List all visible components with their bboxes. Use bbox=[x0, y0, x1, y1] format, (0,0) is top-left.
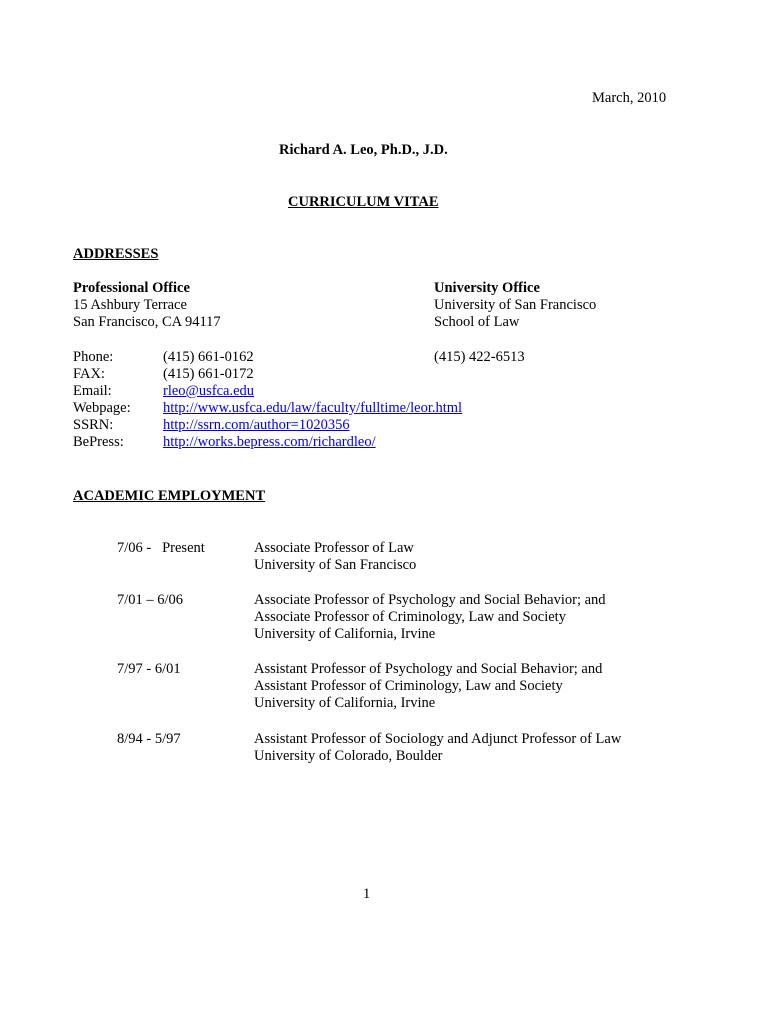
employment-dates-1: 7/06 - Present bbox=[117, 540, 205, 556]
phone-label: Phone: bbox=[73, 349, 114, 365]
university-office-phone: (415) 422-6513 bbox=[434, 349, 525, 365]
employment-line: Assistant Professor of Sociology and Adjunct Professor of Law bbox=[254, 731, 622, 747]
employment-line: University of San Francisco bbox=[254, 557, 417, 573]
employment-heading: ACADEMIC EMPLOYMENT bbox=[73, 488, 266, 504]
ssrn-link[interactable]: http://ssrn.com/author=1020356 bbox=[163, 417, 350, 433]
university-office-block bbox=[434, 280, 596, 331]
employment-dates-3: 7/97 - 6/01 bbox=[117, 661, 181, 677]
email-label: Email: bbox=[73, 383, 112, 399]
employment-line: Associate Professor of Law bbox=[254, 540, 414, 556]
employment-line: University of California, Irvine bbox=[254, 626, 436, 642]
phone-value: (415) 661-0162 bbox=[163, 349, 254, 365]
document-title: CURRICULUM VITAE bbox=[288, 194, 439, 210]
professional-office-city: San Francisco, CA 94117 bbox=[73, 314, 221, 330]
employment-line: Assistant Professor of Criminology, Law and Society bbox=[254, 678, 563, 694]
employment-line: Associate Professor of Criminology, Law and Society bbox=[254, 609, 566, 625]
contact-values bbox=[163, 349, 462, 451]
professional-office-title: Professional Office bbox=[73, 280, 190, 296]
email-link[interactable]: rleo@usfca.edu bbox=[163, 383, 255, 399]
document-date: March, 2010 bbox=[592, 90, 667, 106]
employment-line: Associate Professor of Psychology and Social Behavior; and bbox=[254, 592, 606, 608]
author-name: Richard A. Leo, Ph.D., J.D. bbox=[279, 142, 448, 158]
employment-dates-2: 7/01 – 6/06 bbox=[117, 592, 184, 608]
university-office-school: School of Law bbox=[434, 314, 520, 330]
fax-value: (415) 661-0172 bbox=[163, 366, 254, 382]
addresses-heading: ADDRESSES bbox=[73, 246, 159, 262]
fax-label: FAX: bbox=[73, 366, 105, 382]
professional-office-street: 15 Ashbury Terrace bbox=[73, 297, 187, 313]
employment-entry-1 bbox=[254, 540, 416, 574]
ssrn-label: SSRN: bbox=[73, 417, 114, 433]
university-office-name: University of San Francisco bbox=[434, 297, 597, 313]
bepress-label: BePress: bbox=[73, 434, 124, 450]
contact-labels bbox=[73, 349, 131, 451]
employment-line: University of California, Irvine bbox=[254, 695, 436, 711]
page-number: 1 bbox=[363, 886, 371, 902]
university-office-title: University Office bbox=[434, 280, 540, 296]
professional-office-block bbox=[73, 280, 221, 331]
employment-line: Assistant Professor of Psychology and Social Behavior; and bbox=[254, 661, 603, 677]
employment-dates-4: 8/94 - 5/97 bbox=[117, 731, 181, 747]
employment-entry-3 bbox=[254, 661, 602, 712]
bepress-link[interactable]: http://works.bepress.com/richardleo/ bbox=[163, 434, 376, 450]
employment-entry-4 bbox=[254, 731, 621, 765]
employment-line: University of Colorado, Boulder bbox=[254, 748, 443, 764]
webpage-label: Webpage: bbox=[73, 400, 131, 416]
employment-entry-2 bbox=[254, 592, 606, 643]
webpage-link[interactable]: http://www.usfca.edu/law/faculty/fulltime/leor.html bbox=[163, 400, 463, 416]
